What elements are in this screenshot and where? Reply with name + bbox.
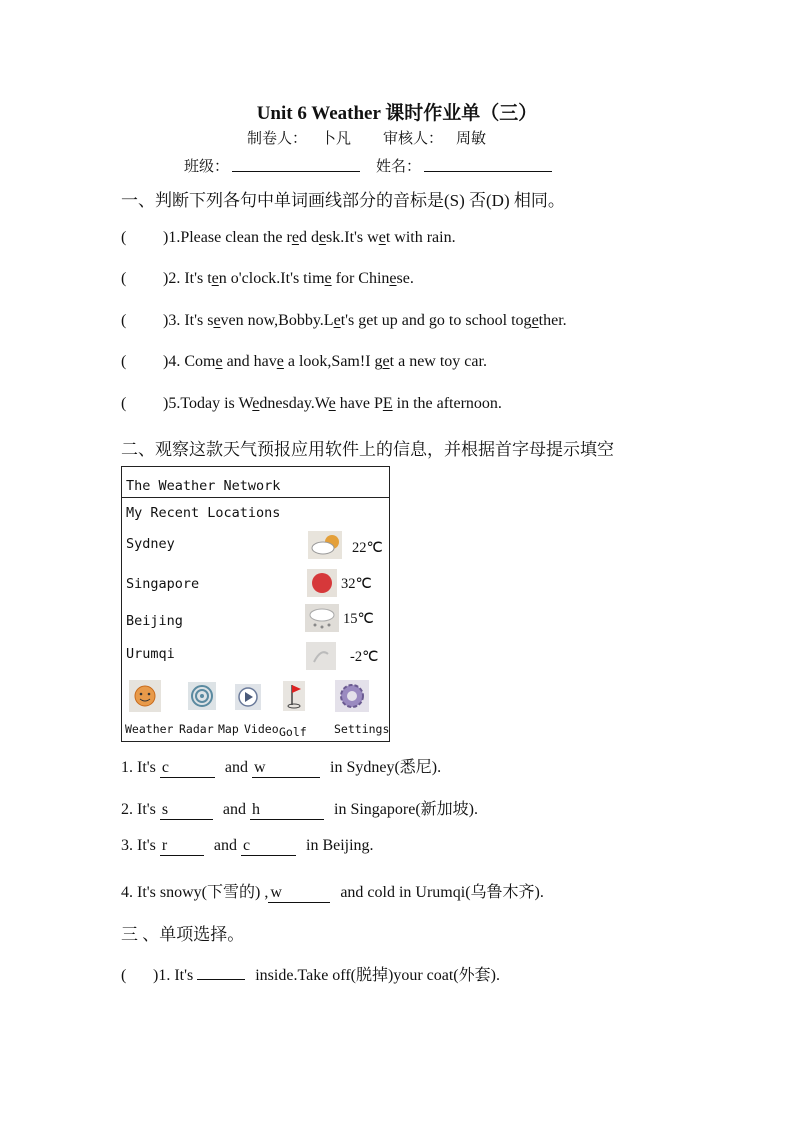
- nav-radar[interactable]: Radar: [179, 722, 214, 736]
- answer-paren[interactable]: (: [121, 312, 127, 329]
- reviewer-label: 审核人：: [383, 131, 444, 147]
- answer-paren[interactable]: (: [121, 967, 127, 984]
- weather-app-screenshot: [121, 466, 390, 742]
- answer-blank[interactable]: c: [160, 759, 215, 778]
- class-field[interactable]: [232, 156, 360, 172]
- section1-heading: 一、判断下列各句中单词画线部分的音标是(S) 否(D) 相同。: [121, 191, 565, 210]
- s2-question-4: 4. It's snowy(下雪的) , w and cold in Urumqi(乌鲁木齐).: [121, 884, 544, 901]
- city-sydney: Sydney: [126, 536, 175, 552]
- answer-blank[interactable]: h: [250, 801, 324, 820]
- cloudy-sun-icon: [308, 531, 342, 559]
- s1-question-4: ( )4. Come and have a look,Sam!I get a new toy car.: [121, 353, 487, 370]
- temp-urumqi: -2℃: [350, 649, 379, 665]
- answer-blank[interactable]: r: [160, 837, 204, 856]
- temp-beijing: 15℃: [343, 611, 374, 627]
- golf-nav-icon[interactable]: [283, 681, 305, 711]
- nav-map[interactable]: Map: [218, 722, 239, 736]
- sun-icon: [307, 569, 337, 597]
- s1-question-3: ( )3. It's seven now,Bobby.Let's get up and go to school together.: [121, 312, 567, 329]
- reviewer-name: 周敏: [456, 131, 487, 147]
- s1-question-5: ( )5.Today is Wednesday.We have PE in the afternoon.: [121, 395, 502, 412]
- temp-singapore: 32℃: [341, 576, 372, 592]
- app-divider: [122, 497, 389, 498]
- name-field[interactable]: [424, 156, 552, 172]
- nav-weather[interactable]: Weather: [125, 722, 174, 736]
- weather-nav-icon[interactable]: [129, 680, 161, 712]
- s2-question-1: 1. It's c and w in Sydney(悉尼).: [121, 759, 442, 776]
- section3-heading: 三 、单项选择。: [121, 925, 245, 944]
- app-subtitle: My Recent Locations: [126, 505, 281, 521]
- maker-label: 制卷人：: [247, 131, 308, 147]
- answer-paren[interactable]: (: [121, 270, 127, 287]
- maker-name: 卜凡: [321, 131, 352, 147]
- s1-question-2: ( )2. It's ten o'clock.It's time for Chinese.: [121, 270, 414, 287]
- answer-blank[interactable]: [197, 979, 245, 980]
- section2-heading: 二、观察这款天气预报应用软件上的信息，并根据首字母提示填空: [121, 440, 614, 459]
- answer-blank[interactable]: w: [268, 884, 330, 903]
- radar-nav-icon[interactable]: [188, 682, 216, 710]
- s1-question-1: ( )1.Please clean the red desk.It's wet with rain.: [121, 229, 456, 246]
- nav-video[interactable]: Video: [244, 722, 279, 736]
- city-beijing: Beijing: [126, 613, 183, 629]
- answer-paren[interactable]: (: [121, 395, 127, 412]
- s2-question-2: 2. It's s and h in Singapore(新加坡).: [121, 801, 478, 818]
- city-singapore: Singapore: [126, 576, 200, 592]
- video-nav-icon[interactable]: [235, 684, 261, 710]
- class-label: 班级：: [184, 159, 230, 175]
- nav-settings[interactable]: Settings: [334, 722, 390, 736]
- snow-icon: [306, 642, 336, 670]
- page-title: Unit 6 Weather 课时作业单（三）: [256, 103, 538, 124]
- answer-blank[interactable]: s: [160, 801, 213, 820]
- rain-cloud-icon: [305, 604, 339, 632]
- answer-paren[interactable]: (: [121, 229, 127, 246]
- answer-blank[interactable]: c: [241, 837, 296, 856]
- answer-paren[interactable]: (: [121, 353, 127, 370]
- answer-blank[interactable]: w: [252, 759, 320, 778]
- temp-sydney: 22℃: [352, 540, 383, 556]
- city-urumqi: Urumqi: [126, 646, 175, 662]
- name-label: 姓名：: [376, 159, 422, 175]
- settings-gear-icon[interactable]: [335, 680, 369, 712]
- s3-question-1: ( )1. It's inside.Take off(脱掉)your coat(外套).: [121, 967, 500, 984]
- nav-golf[interactable]: Golf: [279, 725, 307, 739]
- s2-question-3: 3. It's r and c in Beijing.: [121, 837, 374, 854]
- app-title: The Weather Network: [126, 478, 281, 494]
